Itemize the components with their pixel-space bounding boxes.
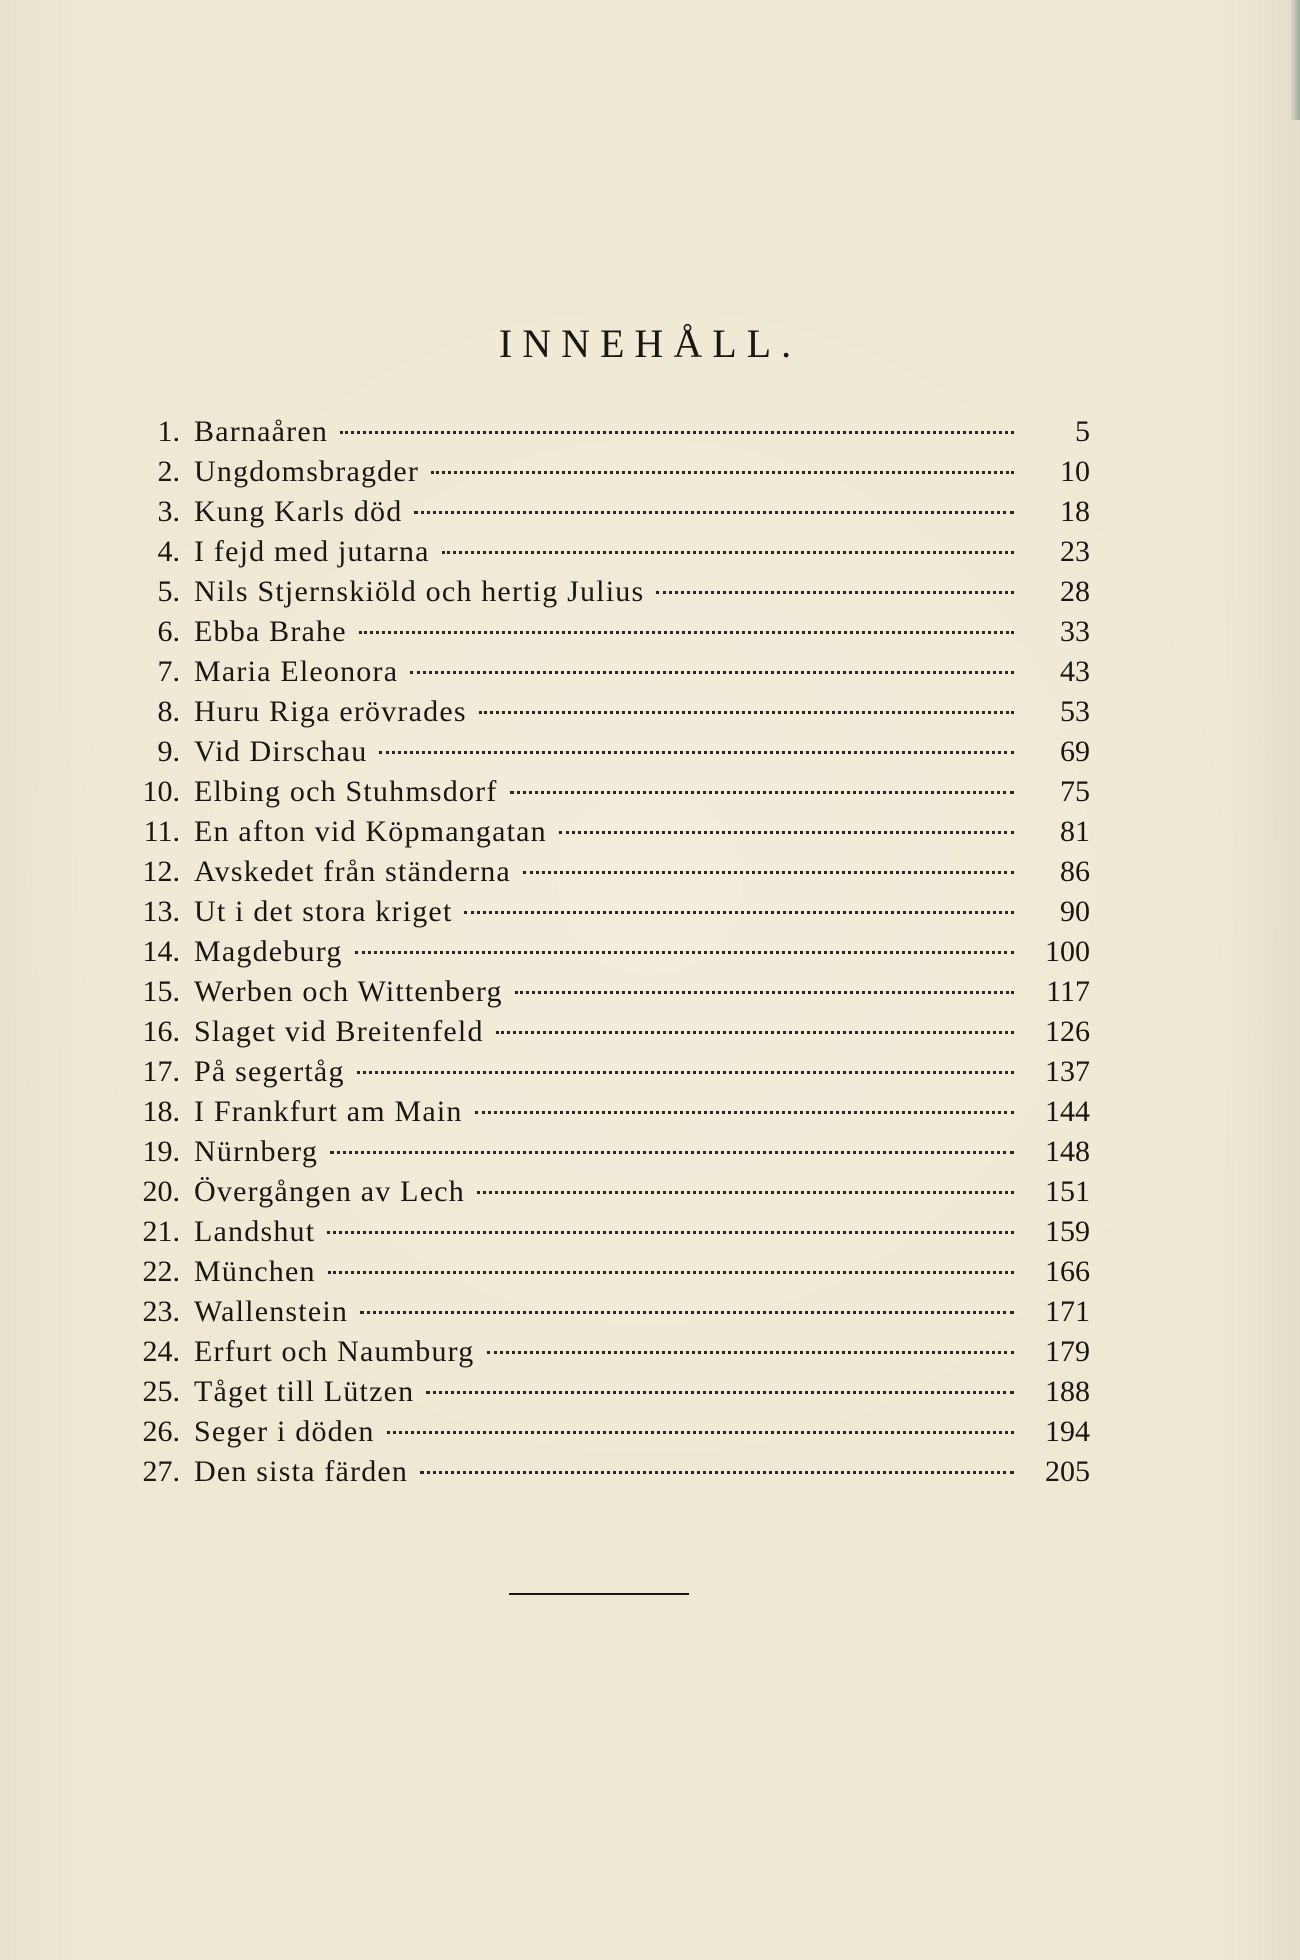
toc-entry-title: Tåget till Lützen: [194, 1375, 415, 1408]
dot-leader: [357, 1071, 1014, 1074]
toc-entry-number: 25.: [142, 1375, 180, 1408]
toc-entry-number: 16.: [142, 1015, 180, 1048]
dot-leader: [475, 1111, 1014, 1114]
toc-entry-title: Kung Karls död: [194, 495, 403, 528]
toc-entry-number: 26.: [142, 1415, 180, 1448]
toc-entry-title: Nils Stjernskiöld och hertig Julius: [194, 575, 645, 608]
dot-leader: [359, 631, 1014, 634]
toc-entry-title: Werben och Wittenberg: [194, 975, 503, 1008]
toc-entry-title: Maria Eleonora: [194, 655, 399, 688]
toc-entry-number: 8.: [157, 695, 180, 728]
toc-entry: [130, 1052, 1090, 1092]
toc-entry-title: I Frankfurt am Main: [194, 1095, 463, 1128]
toc-entry-title: Ebba Brahe: [194, 615, 347, 648]
toc-entry-page-number: 144: [1045, 1095, 1090, 1128]
table-of-contents: [130, 412, 1090, 1492]
dot-leader: [379, 751, 1014, 754]
dot-leader: [420, 1471, 1014, 1474]
toc-entry-number: 9.: [157, 735, 180, 768]
toc-entry-page-number: 194: [1045, 1415, 1090, 1448]
page-edge-shadow: [1290, 0, 1300, 120]
toc-entry: [130, 732, 1090, 772]
toc-entry: [130, 1172, 1090, 1212]
dot-leader: [360, 1311, 1014, 1314]
toc-entry-title: Seger i döden: [194, 1415, 375, 1448]
toc-entry-number: 11.: [143, 815, 180, 848]
toc-entry-number: 12.: [142, 855, 180, 888]
toc-entry-number: 17.: [142, 1055, 180, 1088]
dot-leader: [477, 1191, 1014, 1194]
toc-entry-number: 18.: [142, 1095, 180, 1128]
dot-leader: [414, 511, 1014, 514]
toc-entry-number: 20.: [142, 1175, 180, 1208]
toc-entry-title: Slaget vid Breitenfeld: [194, 1015, 484, 1048]
toc-entry-title: Nürnberg: [194, 1135, 319, 1168]
dot-leader: [479, 711, 1014, 714]
dot-leader: [426, 1391, 1014, 1394]
toc-entry: [130, 692, 1090, 732]
toc-entry-number: 23.: [142, 1295, 180, 1328]
toc-entry: [130, 972, 1090, 1012]
page-title: INNEHÅLL.: [498, 321, 802, 366]
toc-entry: [130, 1252, 1090, 1292]
toc-entry: [130, 852, 1090, 892]
toc-entry-number: 2.: [157, 455, 180, 488]
toc-entry: [130, 492, 1090, 532]
toc-entry-page-number: 100: [1045, 935, 1090, 968]
toc-entry-title: München: [194, 1255, 316, 1288]
toc-entry: [130, 532, 1090, 572]
toc-entry: [130, 612, 1090, 652]
toc-entry-page-number: 179: [1045, 1335, 1090, 1368]
dot-leader: [431, 471, 1014, 474]
toc-entry-title: Elbing och Stuhmsdorf: [194, 775, 498, 808]
toc-entry-page-number: 126: [1045, 1015, 1090, 1048]
toc-entry-page-number: 188: [1045, 1375, 1090, 1408]
toc-entry-page-number: 151: [1045, 1175, 1090, 1208]
toc-entry-number: 22.: [142, 1255, 180, 1288]
toc-entry: [130, 1012, 1090, 1052]
toc-entry-page-number: 205: [1045, 1455, 1090, 1488]
toc-entry-number: 15.: [142, 975, 180, 1008]
toc-entry-page-number: 18: [1060, 495, 1090, 528]
toc-entry-title: Huru Riga erövrades: [194, 695, 467, 728]
toc-entry-title: Ungdomsbragder: [194, 455, 420, 488]
toc-entry-number: 24.: [142, 1335, 180, 1368]
toc-entry-title: Wallenstein: [194, 1295, 349, 1328]
toc-entry-title: Erfurt och Naumburg: [194, 1335, 475, 1368]
dot-leader: [387, 1431, 1014, 1434]
dot-leader: [355, 951, 1014, 954]
toc-entry: [130, 812, 1090, 852]
dot-leader: [656, 591, 1014, 594]
toc-entry-number: 4.: [157, 535, 180, 568]
toc-entry-number: 13.: [142, 895, 180, 928]
toc-entry-page-number: 148: [1045, 1135, 1090, 1168]
toc-entry-number: 1.: [157, 415, 180, 448]
toc-entry-number: 5.: [157, 575, 180, 608]
toc-entry-number: 10.: [142, 775, 180, 808]
toc-entry: [130, 652, 1090, 692]
toc-entry-title: En afton vid Köpmangatan: [194, 815, 547, 848]
toc-entry-page-number: 69: [1060, 735, 1090, 768]
closing-rule: [509, 1593, 689, 1595]
dot-leader: [330, 1151, 1014, 1154]
dot-leader: [442, 551, 1014, 554]
toc-entry-number: 27.: [142, 1455, 180, 1488]
dot-leader: [464, 911, 1014, 914]
toc-entry-page-number: 117: [1046, 975, 1090, 1008]
toc-entry: [130, 1332, 1090, 1372]
toc-entry: [130, 1212, 1090, 1252]
toc-entry: [130, 452, 1090, 492]
toc-entry: [130, 1092, 1090, 1132]
toc-entry: [130, 1412, 1090, 1452]
toc-entry: [130, 1132, 1090, 1172]
toc-entry-page-number: 53: [1060, 695, 1090, 728]
toc-entry-page-number: 5: [1075, 415, 1090, 448]
toc-entry: [130, 772, 1090, 812]
toc-entry-page-number: 28: [1060, 575, 1090, 608]
dot-leader: [523, 871, 1014, 874]
toc-entry: [130, 1452, 1090, 1492]
toc-entry: [130, 892, 1090, 932]
toc-entry-page-number: 137: [1045, 1055, 1090, 1088]
toc-entry: [130, 1372, 1090, 1412]
dot-leader: [487, 1351, 1014, 1354]
toc-entry-title: Magdeburg: [194, 935, 343, 968]
toc-entry-page-number: 43: [1060, 655, 1090, 688]
toc-entry-page-number: 90: [1060, 895, 1090, 928]
dot-leader: [496, 1031, 1014, 1034]
toc-entry-page-number: 33: [1060, 615, 1090, 648]
toc-entry-title: På segertåg: [194, 1055, 345, 1088]
toc-entry-title: Vid Dirschau: [194, 735, 368, 768]
toc-entry-number: 7.: [157, 655, 180, 688]
toc-entry-number: 19.: [142, 1135, 180, 1168]
dot-leader: [515, 991, 1014, 994]
toc-entry-number: 6.: [157, 615, 180, 648]
dot-leader: [327, 1231, 1014, 1234]
toc-entry-page-number: 86: [1060, 855, 1090, 888]
toc-entry-page-number: 159: [1045, 1215, 1090, 1248]
dot-leader: [510, 791, 1014, 794]
toc-entry-title: Ut i det stora kriget: [194, 895, 453, 928]
toc-entry-page-number: 171: [1045, 1295, 1090, 1328]
toc-entry-page-number: 10: [1060, 455, 1090, 488]
toc-entry-page-number: 81: [1060, 815, 1090, 848]
toc-entry: [130, 572, 1090, 612]
dot-leader: [328, 1271, 1014, 1274]
toc-entry-number: 3.: [157, 495, 180, 528]
toc-entry-title: Avskedet från ständerna: [194, 855, 511, 888]
toc-entry-title: Barnaåren: [194, 415, 329, 448]
toc-entry-page-number: 23: [1060, 535, 1090, 568]
dot-leader: [410, 671, 1014, 674]
toc-entry-title: Övergången av Lech: [194, 1175, 465, 1208]
toc-entry-number: 21.: [142, 1215, 180, 1248]
toc-entry: [130, 412, 1090, 452]
dot-leader: [340, 431, 1014, 434]
toc-entry-title: Landshut: [194, 1215, 316, 1248]
toc-entry: [130, 932, 1090, 972]
toc-entry: [130, 1292, 1090, 1332]
toc-entry-page-number: 166: [1045, 1255, 1090, 1288]
toc-entry-title: I fejd med jutarna: [194, 535, 430, 568]
toc-entry-number: 14.: [142, 935, 180, 968]
toc-entry-title: Den sista färden: [194, 1455, 409, 1488]
toc-entry-page-number: 75: [1060, 775, 1090, 808]
dot-leader: [559, 831, 1014, 834]
